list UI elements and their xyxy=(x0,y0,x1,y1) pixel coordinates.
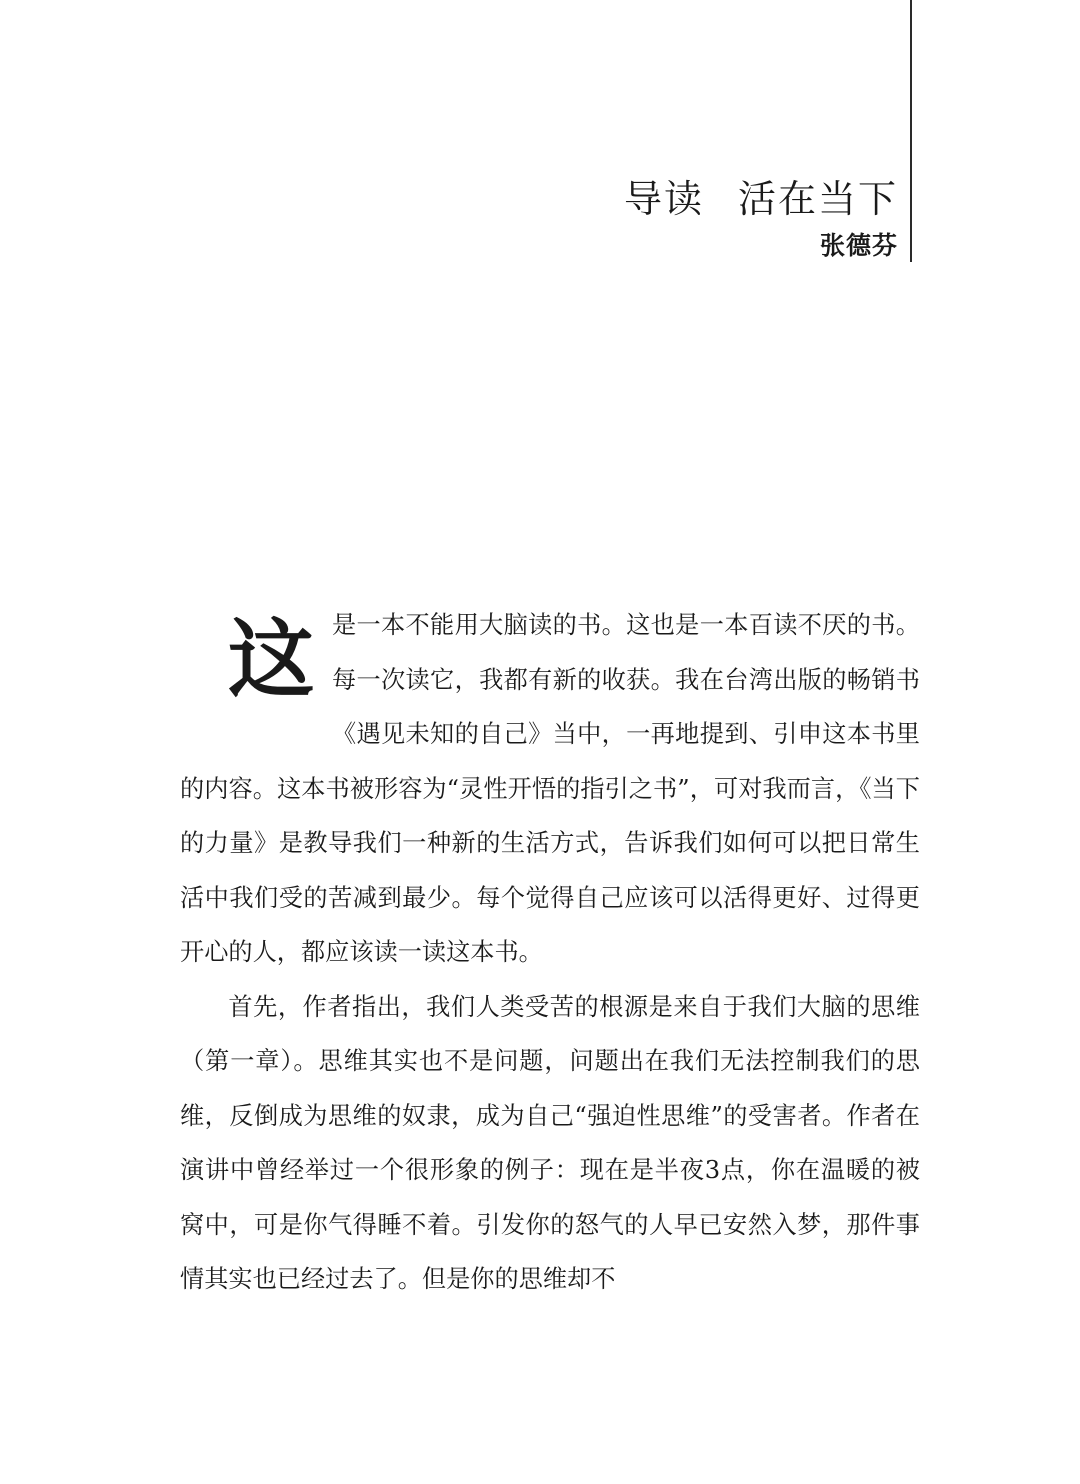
paragraph-1 xyxy=(180,598,920,980)
margin-rule xyxy=(910,0,912,262)
chapter-title xyxy=(624,168,898,223)
drop-cap: 这 xyxy=(228,609,314,710)
body-text xyxy=(180,598,920,1307)
chapter-title-label: 导读 xyxy=(623,177,704,221)
paragraph-2: 首先，作者指出，我们人类受苦的根源是来自于我们大脑的思维（第一章）。思维其实也不是问题，问题出在我们无法控制我们的思维，反倒成为思维的奴隶，成为自己“强迫性思维”的受害者。作者在演讲中曾经举过一个很形象的例子：现在是半夜3点，你在温暖的被窝中，可是你气得睡不着。引发你的怒气的人早已安然入梦，那件事情其实也已经过去了。但是你的思维却不 xyxy=(180,992,920,1293)
author-name: 张德芬 xyxy=(819,231,898,260)
chapter-title-text: 活在当下 xyxy=(737,177,898,221)
paragraph-1-text: 是一本不能用大脑读的书。这也是一本百读不厌的书。每一次读它，我都有新的收获。我在台湾出版的畅销书《遇见未知的自己》当中，一再地提到、引申这本书里的内容。这本书被形容为“灵性开悟的指引之书”，可对我而言，《当下的力量》是教导我们一种新的生活方式，告诉我们如何可以把日常生活中我们受的苦减到最少。每个觉得自己应该可以活得更好、过得更开心的人，都应该读一读这本书。 xyxy=(180,611,920,966)
